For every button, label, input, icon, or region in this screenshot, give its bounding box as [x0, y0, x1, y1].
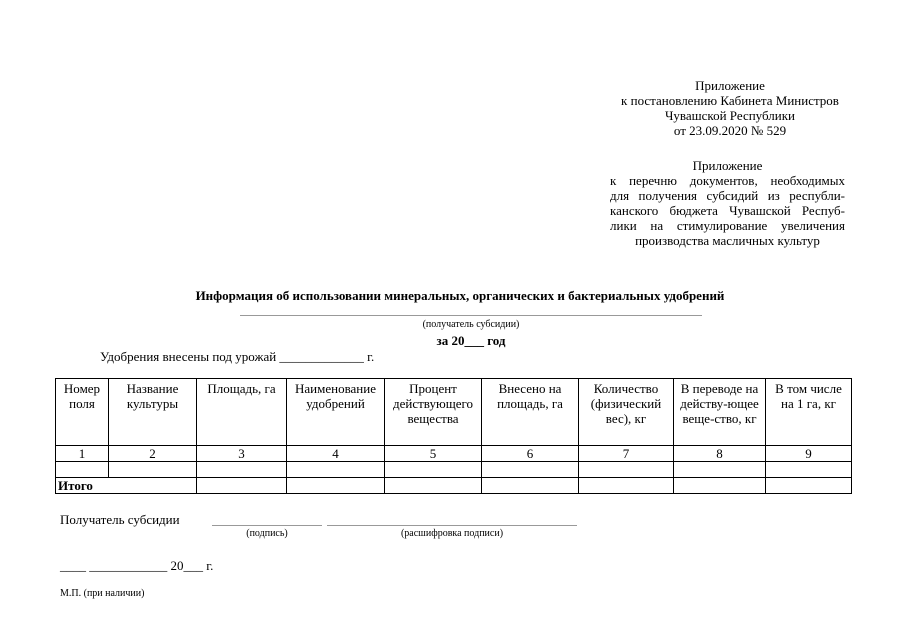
- recipient-caption: (получатель субсидии): [422, 319, 520, 330]
- table-header-row: [56, 379, 852, 446]
- appendix-header-1: [580, 78, 880, 138]
- table-cell: [482, 478, 579, 494]
- appendix2-line: к перечню документов, необходимых: [610, 173, 845, 188]
- table-header: В переводе на действу-ющее веще-ство, кг: [674, 379, 766, 446]
- recipient-line: [240, 315, 702, 316]
- table-cell: 6: [482, 446, 579, 462]
- table-header: Процент действующего вещества: [385, 379, 482, 446]
- table-cell: [197, 478, 287, 494]
- table-cell: [766, 478, 852, 494]
- table-header: Название культуры: [109, 379, 197, 446]
- table-cell: 9: [766, 446, 852, 462]
- table-header: В том числе на 1 га, кг: [766, 379, 852, 446]
- total-label: Итого: [56, 478, 197, 494]
- appendix-header-2: [610, 158, 845, 248]
- table-header: Наименование удобрений: [287, 379, 385, 446]
- table-cell: [674, 478, 766, 494]
- table-cell: 8: [674, 446, 766, 462]
- date-line: ____ ____________ 20___ г.: [60, 558, 214, 573]
- appendix2-title: Приложение: [692, 158, 763, 173]
- signature-caption: (подпись): [246, 528, 288, 539]
- table-row: [56, 462, 852, 478]
- table-cell: [766, 462, 852, 478]
- table-cell: [56, 462, 109, 478]
- table-cell: 2: [109, 446, 197, 462]
- appendix1-line: от 23.09.2020 № 529: [673, 123, 787, 138]
- table-cell: 5: [385, 446, 482, 462]
- table-cell: 1: [56, 446, 109, 462]
- recipient-label: Получатель субсидии: [60, 512, 180, 527]
- year-line: за 20___ год: [436, 333, 506, 348]
- appendix2-line: для получения субсидий из республи-: [610, 188, 845, 203]
- appendix1-line: Чувашской Республики: [664, 108, 796, 123]
- harvest-line: Удобрения внесены под урожай _____________ г.: [100, 349, 375, 364]
- table-header: Площадь, га: [197, 379, 287, 446]
- document-title: Информация об использовании минеральных, органических и бактериальных удобрений: [195, 288, 725, 303]
- table-cell: 3: [197, 446, 287, 462]
- table-cell: [385, 478, 482, 494]
- appendix1-line: Приложение: [695, 78, 765, 93]
- table-cell: [197, 462, 287, 478]
- fertilizer-table: [55, 378, 852, 494]
- table-cell: [287, 478, 385, 494]
- table-number-row: [56, 446, 852, 462]
- table-cell: [579, 478, 674, 494]
- appendix2-line: лики на стимулирование увеличения: [610, 218, 845, 233]
- table-header: Номер поля: [56, 379, 109, 446]
- appendix2-line: канского бюджета Чувашской Респуб-: [610, 203, 845, 218]
- table-cell: [109, 462, 197, 478]
- table-cell: 7: [579, 446, 674, 462]
- table-cell: [482, 462, 579, 478]
- decode-line: [327, 525, 577, 526]
- decode-caption: (расшифровка подписи): [400, 528, 504, 539]
- table-cell: [385, 462, 482, 478]
- table-cell: [287, 462, 385, 478]
- appendix2-line: производства масличных культур: [635, 233, 820, 248]
- appendix1-line: к постановлению Кабинета Министров: [621, 93, 839, 108]
- stamp-note: М.П. (при наличии): [60, 588, 145, 599]
- table-header: Количество (физический вес), кг: [579, 379, 674, 446]
- signature-line: [212, 525, 322, 526]
- table-cell: [579, 462, 674, 478]
- table-total-row: [56, 478, 852, 494]
- table-cell: [674, 462, 766, 478]
- table-header: Внесено на площадь, га: [482, 379, 579, 446]
- table-cell: 4: [287, 446, 385, 462]
